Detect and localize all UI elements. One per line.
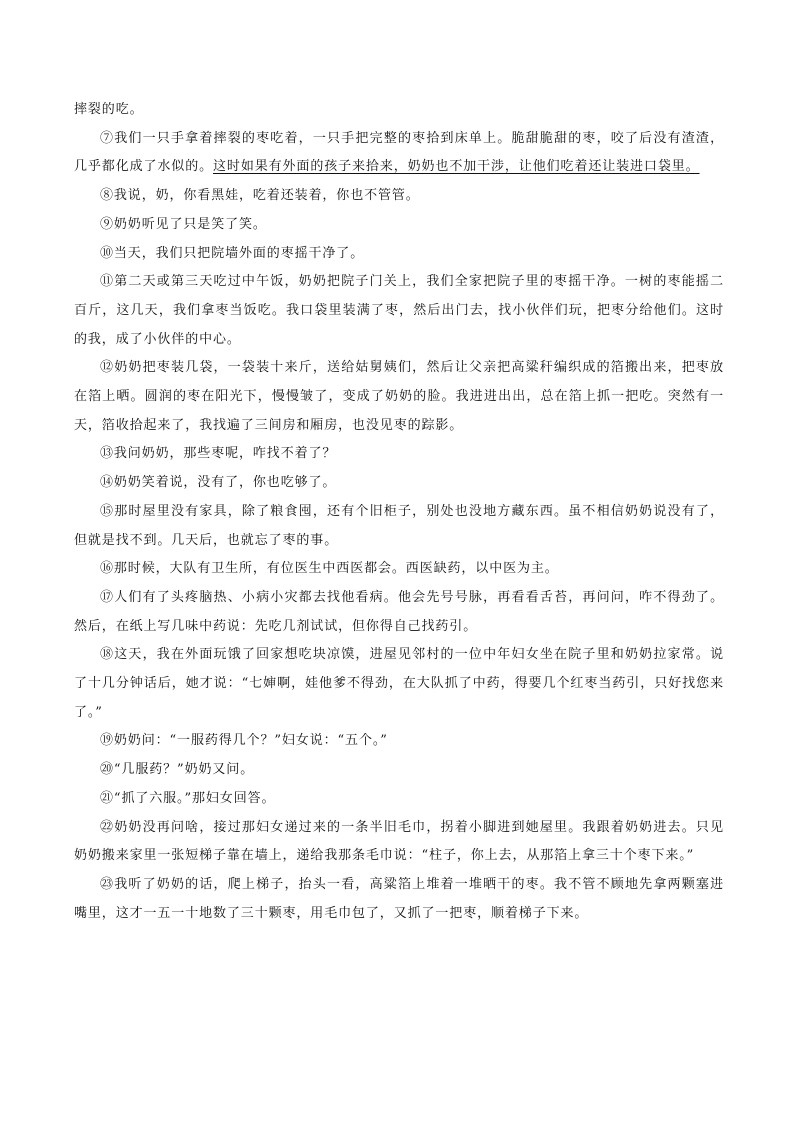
paragraph-9: ⑨奶奶听见了只是笑了笑。 bbox=[100, 216, 267, 232]
paragraph-18: ⑱这天，我在外面玩饿了回家想吃块凉馍，进屋见邻村的一位中年妇女坐在院子里和奶奶拉家常。说了十几分钟话后，她才说：“七婶啊，娃他爹不得劲，在大队抓了中药，得要几个红枣当药引，只好找您来了。” bbox=[74, 647, 724, 720]
paragraph-15: ⑮那时屋里没有家具，除了粮食囤，还有个旧柜子，别处也没地方藏东西。虽不相信奶奶说没有了，但就是找不到。几天后，也就忘了枣的事。 bbox=[74, 503, 724, 548]
paragraph-22: ㉒奶奶没再问啥，接过那妇女递过来的一条半旧毛巾，拐着小脚进到她屋里。我跟着奶奶进去。只见奶奶搬来家里一张短梯子靠在墙上，递给我那条毛巾说：“柱子，你上去，从那箔上拿三十个枣下来。” bbox=[74, 819, 724, 864]
paragraph-20: ⑳“几服药？”奶奶又问。 bbox=[100, 762, 255, 778]
paragraph-23: ㉓我听了奶奶的话，爬上梯子，抬头一看，高粱箔上堆着一堆晒干的枣。我不管不顾地先拿两颗塞进嘴里，这才一五一十地数了三十颗枣，用毛巾包了，又抓了一把枣，顺着梯子下来。 bbox=[74, 876, 724, 921]
paragraph-7 bbox=[74, 125, 724, 182]
paragraph-16: ⑯那时候，大队有卫生所，有位医生中西医都会。西医缺药，以中医为主。 bbox=[100, 561, 559, 577]
paragraph-10: ⑩当天，我们只把院墙外面的枣摇干净了。 bbox=[100, 245, 365, 261]
paragraph-19: ⑲奶奶问：“一服药得几个？”妇女说：“五个。” bbox=[100, 733, 388, 749]
paragraph-14: ⑭奶奶笑着说，没有了，你也吃够了。 bbox=[100, 475, 337, 491]
paragraph-21: ㉑“抓了六服。”那妇女回答。 bbox=[100, 790, 276, 806]
document-body bbox=[74, 96, 724, 928]
paragraph-8: ⑧我说，奶，你看黑娃，吃着还装着，你也不管管。 bbox=[100, 188, 420, 204]
paragraph-7-text: ⑦我们一只手拿着摔裂的枣吃着，一只手把完整的枣拾到床单上。脆甜脆甜的枣，咬了后没有渣渣，几乎都化成了水似的。 bbox=[74, 130, 724, 175]
paragraph-17: ⑰人们有了头疼脑热、小病小灾都去找他看病。他会先号号脉，再看看舌苔，再问问，咋不得劲了。然后，在纸上写几味中药说：先吃几剂试试，但你得自己找药引。 bbox=[74, 589, 724, 634]
underlined-sentence: 这时如果有外面的孩子来拾来，奶奶也不加干涉，让他们吃着还让装进口袋里。 bbox=[213, 159, 700, 175]
paragraph-11: ⑪第二天或第三天吃过中午饭，奶奶把院子门关上，我们全家把院子里的枣摇干净。一树的枣能摇二百斤，这几天，我们拿枣当饭吃。我口袋里装满了枣，然后出门去，找小伙伴们玩，把枣分给他们。这时的我，成了小伙伴的中心。 bbox=[74, 274, 724, 347]
paragraph-13: ⑬我问奶奶，那些枣呢，咋找不着了？ bbox=[100, 446, 337, 462]
paragraph-0: 摔裂的吃。 bbox=[74, 102, 144, 117]
paragraph-12: ⑫奶奶把枣装几袋，一袋装十来斤，送给姑舅姨们，然后让父亲把高粱秆编织成的箔搬出来，把枣放在箔上晒。圆润的枣在阳光下，慢慢皱了，变成了奶奶的脸。我进进出出，总在箔上抓一把吃。突然有一天，箔收拾起来了，我找遍了三间房和厢房，也没见枣的踪影。 bbox=[74, 360, 724, 433]
